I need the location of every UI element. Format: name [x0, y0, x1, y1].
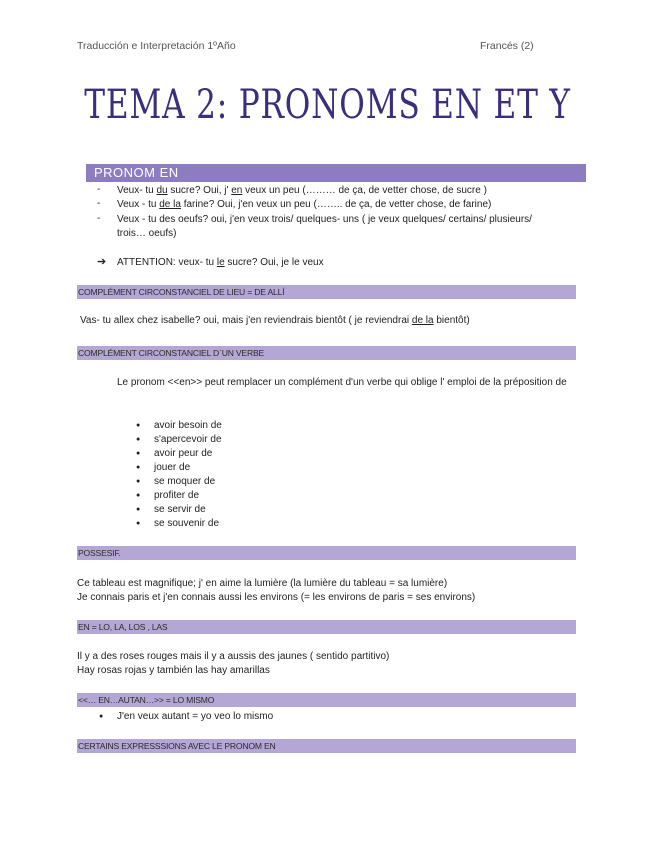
section-heading-pronom-en: PRONOM EN [86, 164, 586, 182]
text-fragment: sucre? Oui, j' [167, 185, 232, 196]
dash-bullet: - [97, 184, 101, 195]
verb-item: ● profiter de [154, 489, 199, 503]
verb-item: ● avoir besoin de [154, 419, 222, 433]
example-lieu [80, 314, 470, 328]
verb-item: ● se servir de [154, 503, 206, 517]
example-possessif-2: Je connais paris et j'en connais aussi les environs (= les environs de paris = ses environs) [77, 592, 476, 603]
list-item-line1: Veux - tu des oeufs? oui, j'en veux trois/ quelques- uns ( je veux quelques/ certains/ plusieurs/ [117, 214, 532, 225]
header-subject: Francés (2) [480, 40, 534, 52]
section-heading-lieu: COMPLÉMENT CIRCONSTANCIEL DE LIEU = DE ALLÍ [77, 285, 576, 299]
page-title: TEMA 2: PRONOMS EN ET Y [84, 82, 571, 128]
example-possessif-1: Ce tableau est magnifique; j' en aime la lumière (la lumière du tableau = sa lumière) [77, 578, 448, 589]
example-lo-1: Il y a des roses rouges mais il y a aussis des jaunes ( sentido partitivo) [77, 651, 390, 662]
section-heading-autant: <<… EN…AUTAN…>> = LO MISMO [77, 693, 576, 707]
text-fragment: ATTENTION: veux- tu [117, 257, 217, 268]
section-heading-possessif: POSSESIF. [77, 546, 576, 560]
underlined-word: de la [411, 315, 434, 326]
attention-note [117, 256, 324, 270]
verb-item: ● avoir peur de [154, 447, 212, 461]
text-fragment: sucre? Oui, je le veux [224, 257, 324, 268]
example-autant: ● J'en veux autant = yo veo lo mismo [117, 710, 273, 724]
text-fragment: farine? Oui, j'en veux un peu (…….. de ça, de vetter chose, de farine) [180, 199, 492, 210]
text-fragment: Vas- tu allex chez isabelle? oui, mais j'en reviendrais bientôt ( je reviendrai [80, 315, 412, 326]
text-fragment: bientôt) [433, 315, 470, 326]
verb-item: ● se moquer de [154, 475, 215, 489]
underlined-word: de la [159, 199, 181, 210]
paragraph-verbe: Le pronom <<en>> peut remplacer un complément d'un verbe qui oblige l' emploi de la préposition de [117, 377, 567, 388]
text-fragment: Veux- tu [117, 185, 157, 196]
section-heading-expressions: CERTAINS EXPRESSSIONS AVEC LE PRONOM EN [77, 739, 576, 753]
dash-bullet: - [97, 198, 101, 209]
section-heading-verbe: COMPLÉMENT CIRCONSTANCIEL D`UN VERBE [77, 346, 576, 360]
underlined-word: en [231, 185, 243, 196]
text-fragment: veux un peu (……… de ça, de vetter chose, de sucre ) [242, 185, 487, 196]
text-fragment: Veux - tu [117, 199, 160, 210]
verb-item: ● jouer de [154, 461, 190, 475]
header-course: Traducción e Interpretación 1ºAño [77, 40, 236, 52]
list-item-line2: trois… oeufs) [117, 228, 177, 239]
section-heading-lo-la: EN = LO, LA, LOS , LAS [77, 620, 576, 634]
verb-item: ● s'apercevoir de [154, 433, 222, 447]
example-lo-2: Hay rosas rojas y también las hay amarillas [77, 665, 270, 676]
verb-item: ● se souvenir de [154, 517, 219, 531]
list-item [117, 184, 487, 198]
underlined-word: le [216, 257, 225, 268]
list-item [117, 198, 491, 212]
dash-bullet: - [97, 213, 101, 224]
underlined-word: du [156, 185, 168, 196]
arrow-right-icon: ➔ [97, 256, 107, 268]
